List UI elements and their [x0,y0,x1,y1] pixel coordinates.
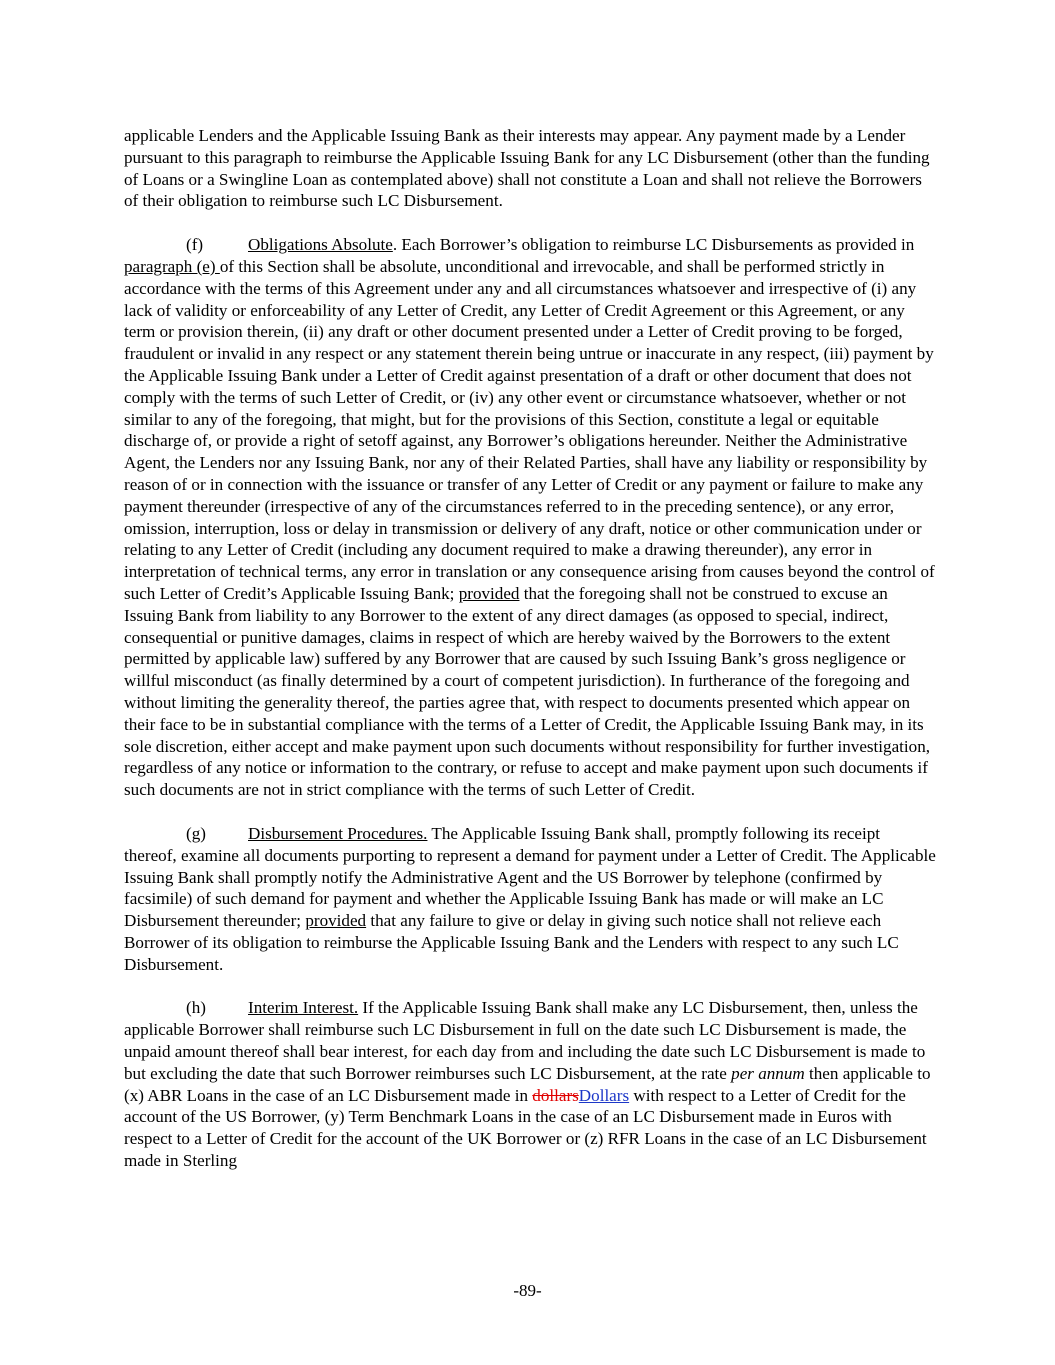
paragraph-g-provided: provided [305,911,367,931]
paragraph-intro [124,125,936,212]
paragraph-f-text-2: of this Section shall be absolute, unconditional and irrevocable, and shall be performed strictly in accordance with the terms of this Agreement under any and all circumstances whatsoever and irrespective of (i) any lack of validity or enforceability of any Letter of Credit, any Letter of Credit Agreement or this Agreement, or any term or provision therein, (ii) any draft or other document presented under a Letter of Credit proving to be forged, fraudulent or invalid in any respect or any statement therein being untrue or inaccurate in any respect, (iii) payment by the Applicable Issuing Bank under a Letter of Credit against presentation of a draft or other document that does not comply with the terms of such Letter of Credit, or (iv) any other event or circumstance whatsoever, whether or not similar to any of the foregoing, that might, but for the provisions of this Section, constitute a legal or equitable discharge of, or provide a right of setoff against, any Borrower’s obligations hereunder. Neither the Administrative Agent, the Lenders nor any Issuing Bank, nor any of their Related Parties, shall have any liability or responsibility by reason of or in connection with the issuance or transfer of any Letter of Credit or any payment or failure to make any payment thereunder (irrespective of any of the circumstances referred to in the preceding sentence), or any error, omission, interruption, loss or delay in transmission or delivery of any draft, notice or other communication under or relating to any Letter of Credit (including any document required to make a drawing thereunder), any error in interpretation of technical terms, any error in translation or any consequence arising from causes beyond the control of such Letter of Credit’s Applicable Issuing Bank; [124,256,935,603]
inserted-text: Dollars [578,1085,630,1105]
paragraph-g [124,823,936,976]
paragraph-g-label: (g) [186,823,206,843]
paragraph-h-label: (h) [186,998,206,1018]
paragraph-f-text-1: . Each Borrower’s obligation to reimburse LC Disbursements as provided in [392,235,915,255]
paragraph-e-reference: paragraph (e) [124,256,220,276]
paragraph-f [124,234,936,801]
paragraph-g-heading: Disbursement Procedures. [248,823,428,843]
paragraph-h-italic: per annum [731,1063,805,1083]
deleted-text: dollars [532,1085,579,1105]
paragraph-f-provided: provided [458,583,520,603]
paragraph-g-text-2: that any failure to give or delay in giving such notice shall not relieve each Borrower of its obligation to reimburse the Applicable Issuing Bank and the Lenders with respect to any such LC Disbursement. [124,911,899,974]
paragraph-intro-text: applicable Lenders and the Applicable Issuing Bank as their interests may appear. Any payment made by a Lender pursuant to this paragraph to reimburse the Applicable Issuing Bank for any LC Disbursement (other than the funding of Loans or a Swingline Loan as contemplated above) shall not constitute a Loan and shall not relieve the Borrowers of their obligation to reimburse such LC Disbursement. [124,126,930,211]
paragraph-h-text-1: If the Applicable Issuing Bank shall make any LC Disbursement, then, unless the applicable Borrower shall reimburse such LC Disbursement in full on the date such LC Disbursement is made, the unpaid amount thereof shall bear interest, for each day from and including the date such LC Disbursement is made to but excluding the date that such Borrower reimburses such LC Disbursement, at the rate [124,998,926,1083]
paragraph-h-heading: Interim Interest. [248,998,359,1018]
paragraph-f-heading: Obligations Absolute [248,235,393,255]
paragraph-h-text-3: with respect to a Letter of Credit for the account of the US Borrower, (y) Term Benchmark Loans in the case of an LC Disbursement made in Euros with respect to a Letter of Credit for the account of the UK Borrower or (z) RFR Loans in the case of an LC Disbursement made in Sterling [124,1085,927,1171]
paragraph-f-label: (f) [186,235,204,255]
paragraph-h-text-2: then applicable to (x) ABR Loans in the case of an LC Disbursement made in [124,1063,931,1105]
paragraph-h [124,997,936,1171]
paragraph-f-text-3: that the foregoing shall not be construed to excuse an Issuing Bank from liability to any Borrower to the extent of any direct damages (as opposed to special, indirect, consequential or punitive damages, claims in respect of which are hereby waived by the Borrowers to the extent permitted by applicable law) suffered by any Borrower that are caused by such Issuing Bank’s gross negligence or willful misconduct (as finally determined by a court of competent jurisdiction). In furtherance of the foregoing and without limiting the generality thereof, the parties agree that, with respect to documents presented which appear on their face to be in substantial compliance with the terms of a Letter of Credit, the Applicable Issuing Bank may, in its sole discretion, either accept and make payment upon such documents without responsibility for further investigation, regardless of any notice or information to the contrary, or refuse to accept and make payment upon such documents if such documents are not in strict compliance with the terms of such Letter of Credit. [124,583,931,800]
paragraph-g-text-1: The Applicable Issuing Bank shall, promptly following its receipt thereof, examine all documents purporting to represent a demand for payment under a Letter of Credit. The Applicable Issuing Bank shall promptly notify the Administrative Agent and the US Borrower by telephone (confirmed by facsimile) of such demand for payment and whether the Applicable Issuing Bank has made or will make an LC Disbursement thereunder; [124,823,936,931]
document-page [124,125,936,1194]
page-number: -89- [513,1281,542,1300]
